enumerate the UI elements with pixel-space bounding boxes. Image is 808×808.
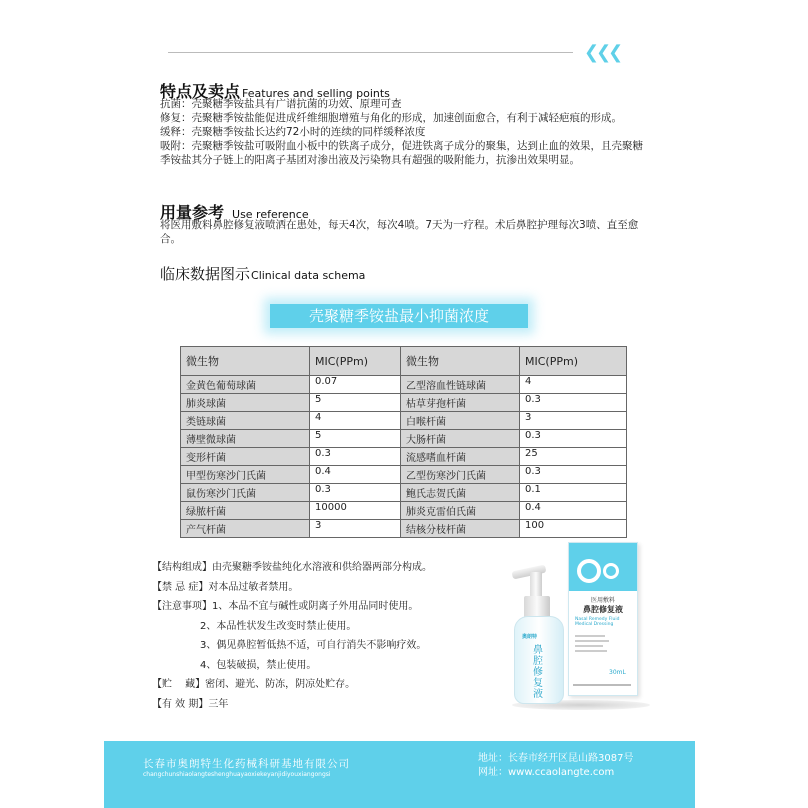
header-microbe: 微生物 <box>401 347 520 376</box>
features-title: 特点及卖点 <box>160 82 241 101</box>
microbe-name: 金黄色葡萄球菌 <box>181 376 310 394</box>
bottle-cap <box>524 596 550 618</box>
note-precaution-4: 4、包装破损，禁止使用。 <box>200 659 317 671</box>
mic-value: 25 <box>520 448 627 466</box>
microbe-name: 绿脓杆菌 <box>181 502 310 520</box>
footer-address: 地址：长春市经开区昆山路3087号 <box>478 753 634 764</box>
microbe-name: 流感嗜血杆菌 <box>401 448 520 466</box>
bottle-label: 鼻腔修复液 <box>533 645 543 700</box>
mic-value: 0.3 <box>520 466 627 484</box>
note-precaution-3: 3、偶见鼻腔暂低热不适，可自行消失不影响疗效。 <box>200 640 427 651</box>
chevron-left-icon: ❮❮❮ <box>584 42 621 63</box>
clinical-title-en: Clinical data schema <box>251 269 366 282</box>
note-contraindication: 【禁 忌 症】对本品过敏者禁用。 <box>152 581 299 593</box>
mic-value: 0.4 <box>520 502 627 520</box>
feature-release: 缓释：壳聚糖季铵盐长达约72小时的连续的同样缓释浓度 <box>160 126 426 138</box>
microbe-name: 类链球菌 <box>181 412 310 430</box>
table-row <box>181 520 627 538</box>
mic-value: 100 <box>520 520 627 538</box>
microbe-name: 鼠伤寒沙门氏菌 <box>181 484 310 502</box>
microbe-name: 产气杆菌 <box>181 520 310 538</box>
microbe-name: 肺炎球菌 <box>181 394 310 412</box>
microbe-name: 白喉杆菌 <box>401 412 520 430</box>
mic-value: 3 <box>310 520 401 538</box>
mic-value: 0.4 <box>310 466 401 484</box>
box-footer-line <box>573 684 631 686</box>
box-text-line <box>575 650 607 652</box>
footer-website[interactable]: 网址：www.ccaolangte.com <box>478 767 615 778</box>
footer-company: 长春市奥朗特生化药械科研基地有限公司 <box>143 758 350 770</box>
mic-value: 3 <box>520 412 627 430</box>
usage-title: 用量参考 <box>160 203 225 222</box>
table-row <box>181 448 627 466</box>
mic-value: 0.3 <box>520 394 627 412</box>
table-row <box>181 394 627 412</box>
microbe-name: 枯草芽孢杆菌 <box>401 394 520 412</box>
box-text-line <box>575 640 609 642</box>
usage-title-en: Use reference <box>232 208 309 221</box>
mic-value: 10000 <box>310 502 401 520</box>
mic-value: 4 <box>310 412 401 430</box>
note-shelf-life: 【有 效 期】三年 <box>152 698 229 710</box>
microbe-name: 结核分枝杆菌 <box>401 520 520 538</box>
mic-value: 0.1 <box>520 484 627 502</box>
table-row <box>181 412 627 430</box>
mic-value: 0.3 <box>310 484 401 502</box>
table-row <box>181 376 627 394</box>
microbe-name: 大肠杆菌 <box>401 430 520 448</box>
microbe-name: 薄壁微球菌 <box>181 430 310 448</box>
box-line1: 医用敷料 <box>591 597 616 604</box>
box-logo-dot <box>603 563 619 579</box>
mic-value: 5 <box>310 430 401 448</box>
product-notes <box>152 558 432 714</box>
spray-stem <box>530 572 542 598</box>
table-row <box>181 466 627 484</box>
feature-repair: 修复：壳聚糖季铵盐能促进成纤维细胞增殖与角化的形成，加速创面愈合，有利于减轻疤痕的形成。 <box>160 112 622 124</box>
mic-table <box>180 346 627 538</box>
top-rule <box>168 52 573 53</box>
note-precaution-1: 【注意事项】1、本品不宜与碱性或阴离子外用品同时使用。 <box>152 601 419 612</box>
feature-adsorption: 吸附：壳聚糖季铵盐可吸附血小板中的铁离子成分，促进铁离子成分的聚集，达到止血的效果，且壳聚糖季铵盐其分子链上的阳离子基团对渗出液及污染物具有超强的吸附能力，抗渗出效果明显。 <box>160 140 643 166</box>
usage-text: 将医用敷料鼻腔修复液喷洒在患处，每天4次，每次4喷。7天为一疗程。术后鼻腔护理每次3喷、直至愈合。 <box>160 219 639 245</box>
mic-value: 0.3 <box>520 430 627 448</box>
features-title-en: Features and selling points <box>242 87 390 100</box>
note-storage: 【贮 藏】密闭、避光、防冻，阴凉处贮存。 <box>152 679 356 690</box>
box-line2: 鼻腔修复液 <box>583 605 623 614</box>
clinical-title: 临床数据图示 <box>160 265 251 283</box>
microbe-name: 鲍氏志贺氏菌 <box>401 484 520 502</box>
table-row <box>181 430 627 448</box>
footer-contact <box>478 752 633 780</box>
feature-antibacterial: 抗菌：壳聚糖季铵盐具有广谱抗菌的功效、原理可查 <box>160 98 402 110</box>
note-precaution-2: 2、本品性状发生改变时禁止使用。 <box>200 620 357 632</box>
microbe-name: 乙型溶血性链球菌 <box>401 376 520 394</box>
note-composition: 【结构组成】由壳聚糖季铵盐纯化水溶液和供给器两部分构成。 <box>152 562 432 573</box>
box-logo-ring <box>577 559 601 583</box>
box-text-line <box>575 635 605 637</box>
header-mic: MIC(PPm) <box>520 347 627 376</box>
table-header-row <box>181 347 627 376</box>
spray-bottle <box>514 616 564 704</box>
microbe-name: 乙型伤寒沙门氏菌 <box>401 466 520 484</box>
bottle-brand: 奥朗特 <box>522 634 538 640</box>
box-text-line <box>575 645 603 647</box>
features-list <box>160 97 650 167</box>
product-image <box>500 540 650 710</box>
footer-pinyin: changchunshiaolangteshenghuayaoxiekeyanjidiyouxiangongsi <box>143 771 331 778</box>
box-volume: 30mL <box>609 669 626 676</box>
product-box <box>568 542 638 696</box>
table-title: 壳聚糖季铵盐最小抑菌浓度 <box>270 304 528 328</box>
microbe-name: 变形杆菌 <box>181 448 310 466</box>
microbe-name: 甲型伤寒沙门氏菌 <box>181 466 310 484</box>
mic-value: 5 <box>310 394 401 412</box>
header-microbe: 微生物 <box>181 347 310 376</box>
table-row <box>181 502 627 520</box>
microbe-name: 肺炎克雷伯氏菌 <box>401 502 520 520</box>
clinical-heading <box>160 263 365 284</box>
box-english: Nasal Remedy Fluid Medical Dressing <box>575 617 620 627</box>
mic-value: 0.07 <box>310 376 401 394</box>
mic-value: 0.3 <box>310 448 401 466</box>
mic-value: 4 <box>520 376 627 394</box>
table-row <box>181 484 627 502</box>
header-mic: MIC(PPm) <box>310 347 401 376</box>
